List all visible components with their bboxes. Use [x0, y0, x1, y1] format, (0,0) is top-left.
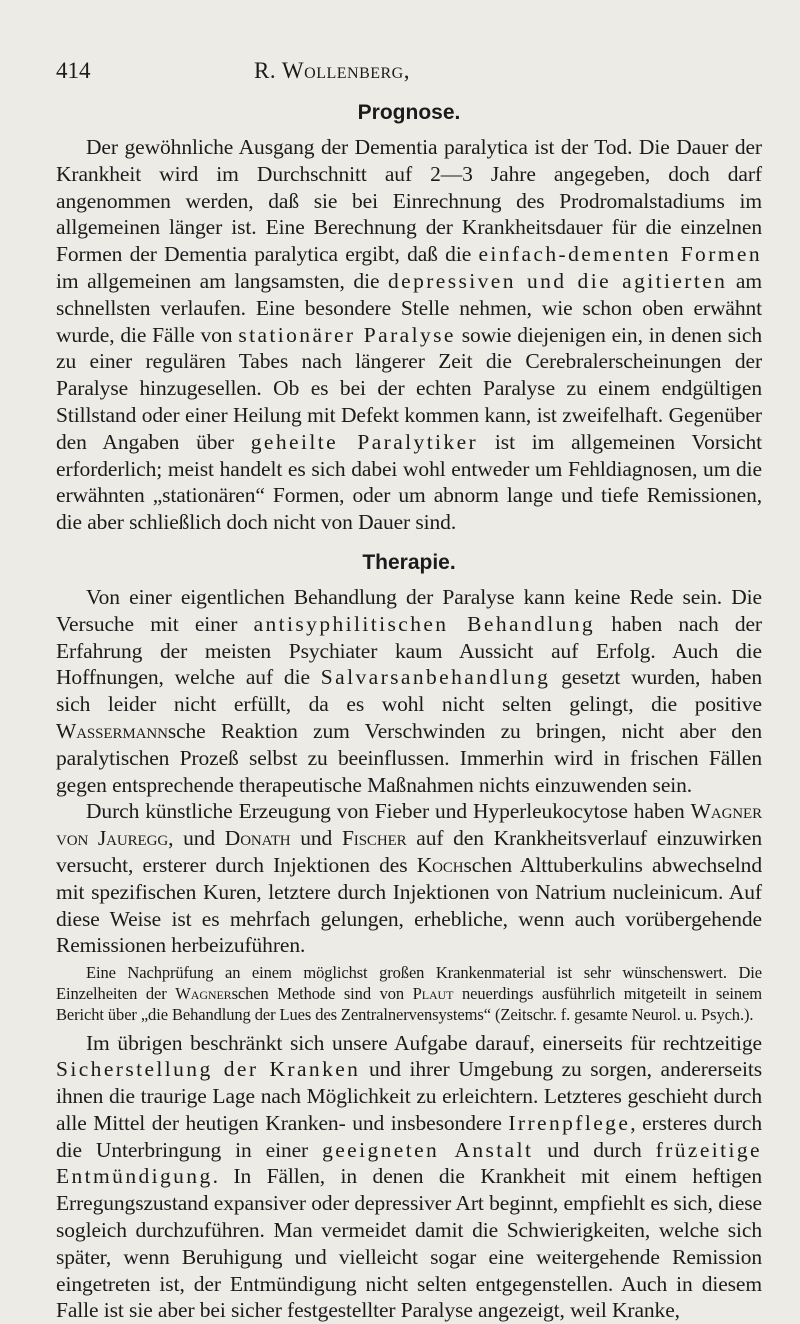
emphasized-text: geheilte Paralytiker	[251, 430, 478, 454]
page-number: 414	[56, 58, 91, 84]
author-name: Wagner von Jauregg	[56, 799, 762, 850]
text-run: im allgemeinen am langsamsten, die	[56, 269, 388, 293]
page-header	[56, 58, 760, 92]
text-run: und	[291, 826, 342, 850]
body-text	[56, 100, 762, 1324]
text-run: schen Methode sind von	[232, 984, 413, 1003]
emphasized-text: Irrenpflege	[508, 1111, 630, 1135]
emphasized-text: antisyphilitischen Behandlung	[254, 612, 596, 636]
text-run: sowie diejenigen ein, in denen sich zu einer regulären Tabes nach längerer Zeit die Cerebralerscheinungen der Paralyse hinzugesellen. Ob es bei der echten Paralyse zu einem endgültigen Stillstand oder einer Heilung mit Defekt kommen kann, ist zweifelhaft. Gegenüber den Angaben über	[56, 323, 762, 454]
text-run: Der gewöhnliche Ausgang der Dementia paralytica ist der Tod. Die Dauer der Krankheit wird im Durchschnitt auf 2—3 Jahre angegeben, doch darf angenommen werden, daß sie bei Einrechnung des Prodromalstadiums im allgemeinen länger ist. Eine Berechnung der Krankheitsdauer für die einzelnen Formen der Dementia paralytica ergibt, daß die	[56, 135, 762, 266]
author-name: Fischer	[342, 826, 407, 850]
emphasized-text: einfach-dementen Formen	[478, 242, 762, 266]
author-name: Koch	[417, 853, 464, 877]
text-run: ist im allgemeinen Vorsicht erforderlich; meist handelt es sich dabei wohl entweder um Fehldiagnosen, um die erwähnten „stationären“ Formen, oder um abnorm lange und tiefe Remissionen, die aber schließlich doch nicht von Dauer sind.	[56, 430, 762, 534]
text-run: Durch künstliche Erzeugung von Fieber und Hyperleukocytose haben	[86, 799, 691, 823]
text-run: auf den Krankheitsverlauf einzuwirken versucht, ersterer durch Injektionen des	[56, 826, 762, 877]
text-run: Von einer eigentlichen Behandlung der Paralyse kann keine Rede sein. Die Versuche mit einer	[56, 585, 762, 636]
text-run: , und	[168, 826, 225, 850]
paragraph	[56, 134, 762, 536]
text-run: Im übrigen beschränkt sich unsere Aufgabe darauf, einerseits für rechtzeitige	[86, 1031, 762, 1055]
text-run: Eine Nachprüfung an einem möglichst großen Krankenmaterial ist sehr wünschenswert. Die Einzelheiten der	[56, 963, 762, 1003]
author-name: Donath	[225, 826, 291, 850]
section-heading-prognose: Prognose.	[56, 100, 762, 126]
paragraph	[56, 1030, 762, 1324]
running-head: R. Wollenberg,	[254, 58, 410, 84]
section-heading-therapie: Therapie.	[56, 550, 762, 576]
text-run: neuerdings ausführlich mitgeteilt in seinem Bericht über „die Behandlung der Lues des Zentralnervensystems“ (Zeitschr. f. gesamte Neurol. u. Psych.).	[56, 984, 762, 1024]
paragraph	[56, 584, 762, 798]
emphasized-text: Salvarsanbehandlung	[321, 665, 551, 689]
author-name: Wagner	[175, 984, 231, 1003]
text-run: am schnellsten verlaufen. Eine besondere Stelle nehmen, wie schon oben erwähnt wurde, die Fälle von	[56, 269, 762, 347]
text-run: haben nach der Erfahrung der meisten Psychiater kaum Aussicht auf Erfolg. Auch die Hoffnungen, welche auf die	[56, 612, 762, 690]
text-run: gesetzt wurden, haben sich leider nicht erfüllt, da es wohl nicht selten gelingt, die positive	[56, 665, 762, 716]
author-name: Wassermann	[56, 719, 168, 743]
text-run: und durch	[533, 1138, 655, 1162]
emphasized-text: geeigneten Anstalt	[322, 1138, 533, 1162]
text-run: , ersteres durch die Unterbringung in einer	[56, 1111, 762, 1162]
text-run: . In Fällen, in denen die Krankheit mit einem heftigen Erregungszustand expansiver oder depressiver Art beginnt, empfiehlt es sich, diese sogleich durchzuführen. Man vermeidet damit die Schwierigkeiten, welche sich später, wenn Beruhigung und vielleicht sogar eine weitergehende Remission eingetreten ist, der Entmündigung nicht selten entgegenstellen. Auch in diesem Falle ist sie aber bei sicher festgestellter Paralyse angezeigt, weil Kranke,	[56, 1164, 762, 1322]
small-print-note	[56, 963, 762, 1025]
emphasized-text: Sicherstellung der Kranken	[56, 1057, 360, 1081]
author-name: Plaut	[413, 984, 454, 1003]
emphasized-text: depressiven und die agitierten	[388, 269, 727, 293]
emphasized-text: stationärer Paralyse	[238, 323, 456, 347]
text-run: sche Reaktion zum Verschwinden zu bringen, nicht aber den paralytischen Prozeß selbst zu beeinflussen. Immerhin wird in frischen Fällen gegen entsprechende therapeutische Maßnahmen nichts einzuwenden sein.	[56, 719, 762, 797]
paragraph	[56, 798, 762, 959]
emphasized-text: früzeitige Entmündigung	[56, 1138, 762, 1189]
text-run: schen Alttuberkulins abwechselnd mit spezifischen Kuren, letztere durch Injektionen von Natrium nucleinicum. Auf diese Weise ist es mehrfach gelungen, erhebliche, wenn auch vorübergehende Remissionen herbeizuführen.	[56, 853, 762, 957]
text-run: und ihrer Umgebung zu sorgen, andererseits ihnen die traurige Lage nach Möglichkeit zu erleichtern. Letzteres geschieht durch alle Mittel der heutigen Kranken- und insbesondere	[56, 1057, 762, 1135]
